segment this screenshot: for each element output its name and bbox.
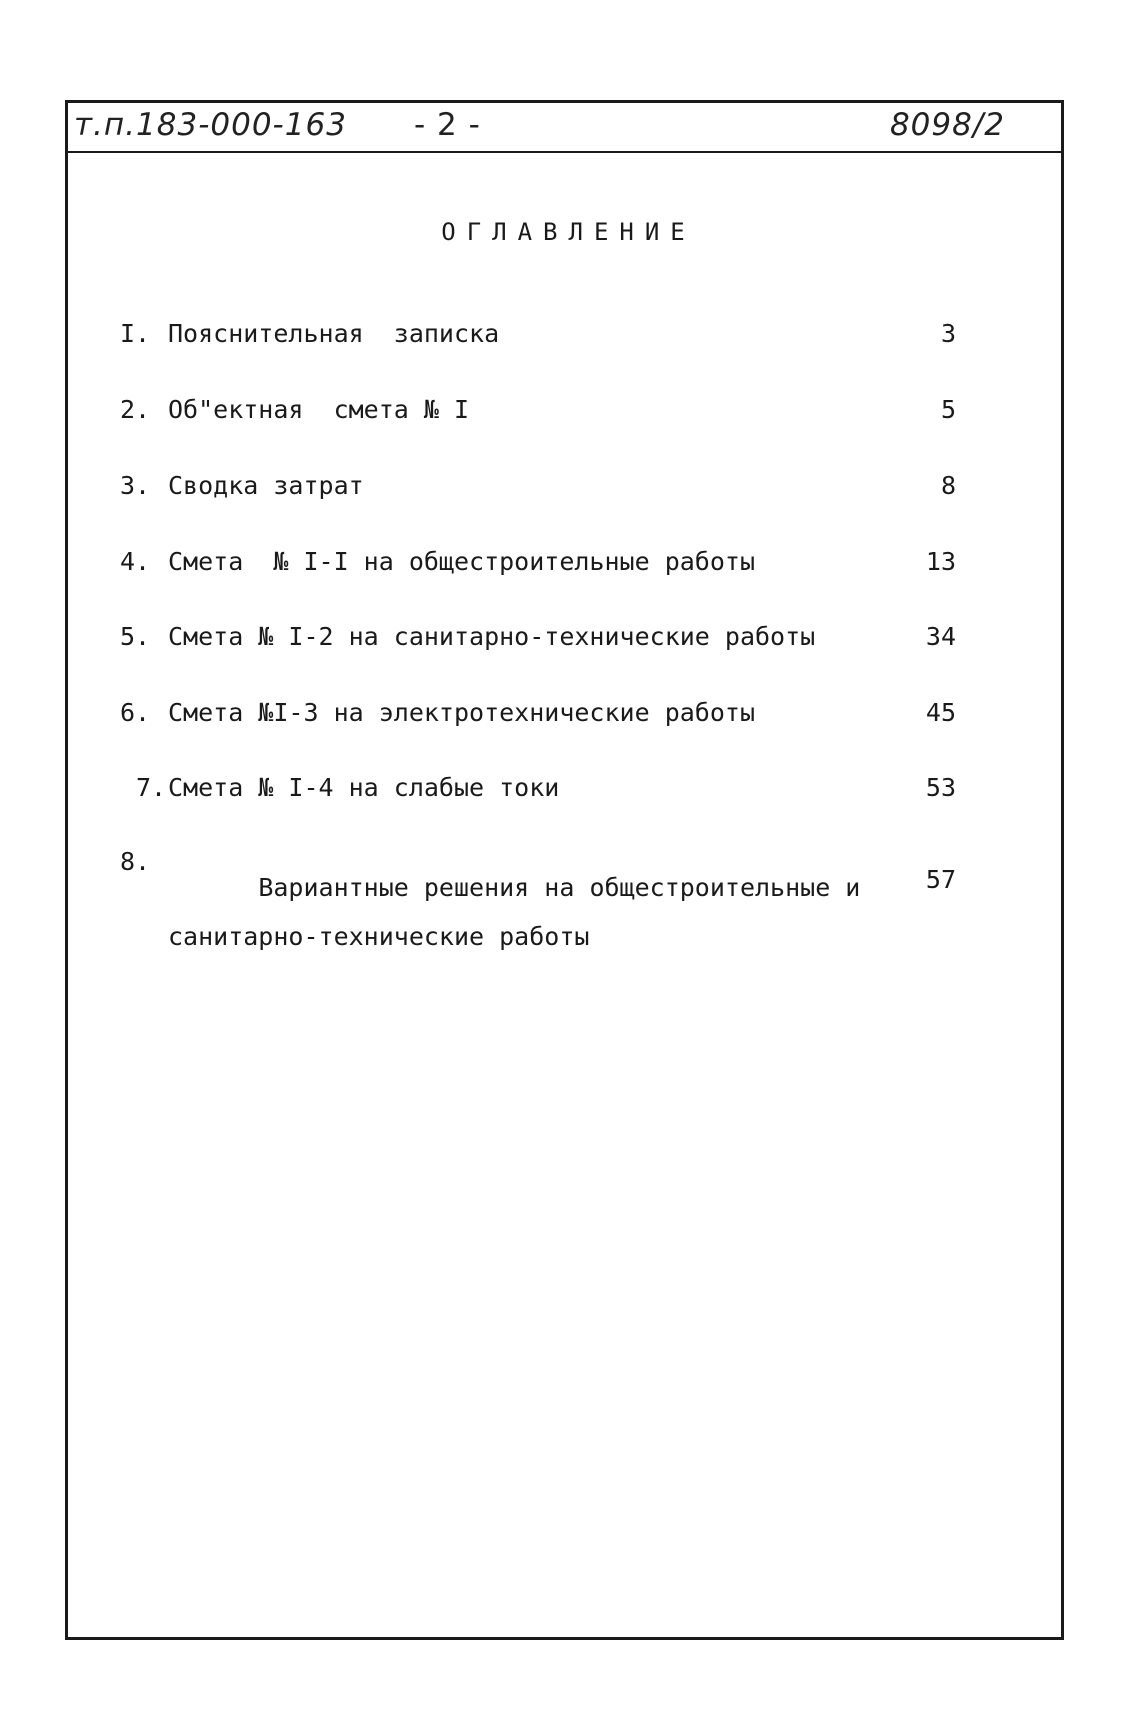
toc-item-page: 53 — [925, 773, 956, 802]
toc-item-page: 34 — [925, 622, 956, 651]
toc-item-page: 3 — [940, 319, 956, 348]
toc-item-number: 4. — [120, 547, 151, 576]
toc-item-text: Об"ектная смета № I — [168, 395, 470, 424]
toc-item-number: I. — [120, 319, 151, 348]
toc-item-page: 13 — [925, 547, 956, 576]
document-sheet — [65, 100, 1064, 1640]
toc-item-text-line2: санитарно-технические работы — [168, 922, 590, 951]
toc-item-number: 3. — [120, 471, 151, 500]
toc-item-text: Смета № I-2 на санитарно-технические работы — [168, 622, 816, 651]
toc-item-page: 57 — [925, 865, 956, 894]
toc-item-number: 8. — [120, 847, 151, 876]
toc-item-page: 8 — [940, 471, 956, 500]
document-header — [68, 103, 1061, 153]
toc-item-text: Смета № I-4 на слабые токи — [168, 773, 560, 802]
page-number: - 2 - — [414, 107, 481, 143]
toc-title: ОГЛАВЛЕНИЕ — [441, 218, 696, 246]
toc-item-text: Смета №I-3 на электротехнические работы — [168, 698, 755, 727]
toc-item-number: 2. — [120, 395, 151, 424]
toc-item-number: 7. — [136, 773, 167, 802]
toc-item-page: 5 — [940, 395, 956, 424]
toc-item-page: 45 — [925, 698, 956, 727]
toc-item-text: Пояснительная записка — [168, 319, 500, 348]
toc-item-number: 5. — [120, 622, 151, 651]
toc-item-number: 6. — [120, 698, 151, 727]
document-code: т.п.183-000-163 — [74, 107, 347, 143]
document-reference: 8098/2 — [889, 107, 1005, 143]
toc-item-text-line1: Вариантные решения на общестроительные и — [258, 873, 861, 902]
toc-item-text — [168, 849, 860, 999]
toc-item-text: Сводка затрат — [168, 471, 364, 500]
toc-item-text: Смета № I-I на общестроительные работы — [168, 547, 755, 576]
